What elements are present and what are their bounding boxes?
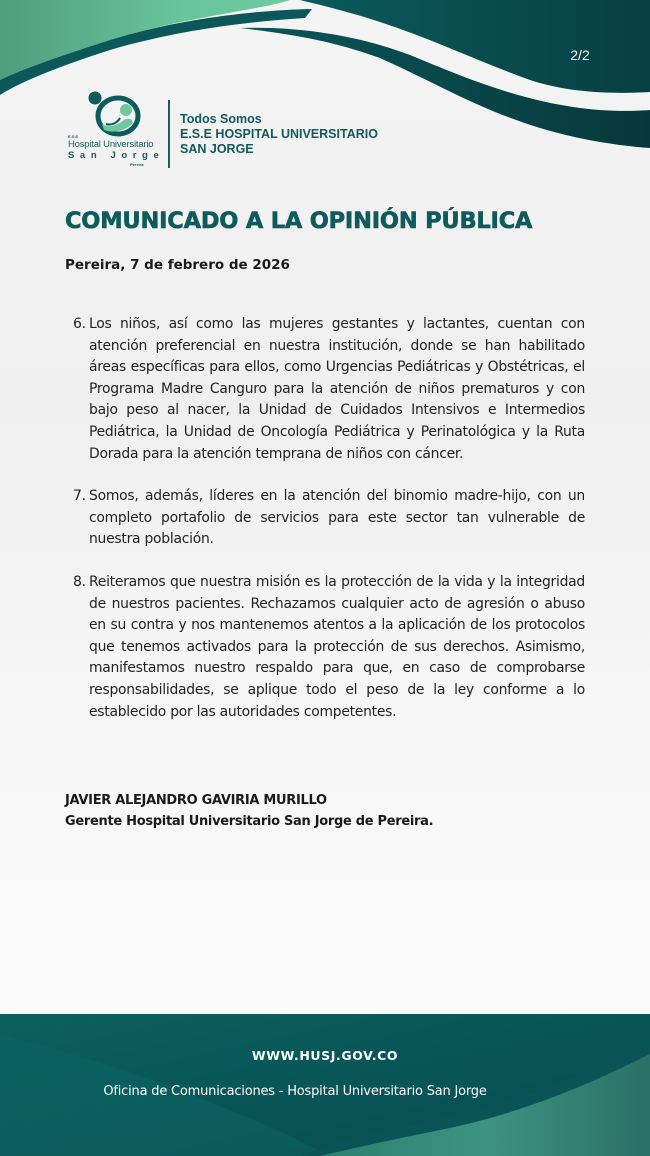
website-link[interactable]: WWW.HUSJ.GOV.CO xyxy=(251,1048,399,1063)
statement-list xyxy=(73,314,585,744)
dateline: Pereira, 7 de febrero de 2026 xyxy=(65,257,290,273)
page-number: 2/2 xyxy=(570,47,590,63)
item-number: 7. xyxy=(73,488,86,505)
logo-divider xyxy=(168,100,170,168)
logo-name-text: San Jorge xyxy=(68,150,165,161)
signatory-name: JAVIER ALEJANDRO GAVIRIA MURILLO xyxy=(65,793,327,808)
item-text: Somos, además, líderes en la atención del binomio madre-hijo, con un completo portafolio de servicios para este sector tan vulnerable de nuestra población. xyxy=(89,488,585,548)
brand-text xyxy=(180,112,378,157)
brand-line-3: SAN JORGE xyxy=(180,142,254,156)
logo-mother-child-icon xyxy=(86,90,146,140)
signature-block xyxy=(65,790,433,832)
office-text: Oficina de Comunicaciones - Hospital Universitario San Jorge xyxy=(103,1084,487,1099)
statement-item xyxy=(73,314,585,465)
footer xyxy=(0,1014,650,1156)
statement-item xyxy=(73,486,585,551)
logo-hospital-text: Hospital Universitario xyxy=(68,139,154,150)
brand-line-1: Todos Somos xyxy=(180,112,262,126)
logo-city-text: Pereira xyxy=(130,162,144,167)
statement-item xyxy=(73,572,585,723)
brand-line-2: E.S.E HOSPITAL UNIVERSITARIO xyxy=(180,127,378,141)
signatory-role: Gerente Hospital Universitario San Jorge de Pereira. xyxy=(65,814,434,829)
logo-ese-text: E.S.E xyxy=(68,134,79,139)
item-text: Los niños, así como las mujeres gestantes y lactantes, cuentan con atención preferencial en nuestra institución, donde se han habilitado áreas específicas para ellos, como Urgencias Pediátricas y Obstétricas, el Programa Madre Canguro para la atención de niños prematuros y con bajo peso al nacer, la Unidad de Cuidados Intensivos e Intermedios Pediátrica, la Unidad de Oncología Pediátrica y Perinatológica y la Ruta Dorada para la atención temprana de niños con cáncer. xyxy=(89,316,585,462)
item-number: 8. xyxy=(73,573,86,590)
document-title: COMUNICADO A LA OPINIÓN PÚBLICA xyxy=(65,208,533,234)
item-text: Reiteramos que nuestra misión es la protección de la vida y la integridad de nuestros pacientes. Rechazamos cualquier acto de agresión o abuso en su contra y nos mantenemos atentos a la aplicación de los protocolos que tenemos activados para la protección de sus derechos. Asimismo, manifestamos nuestro respaldo para que, en caso de comprobarse responsabilidades, se aplique todo el peso de la ley conforme a lo establecido por las autoridades competentes. xyxy=(89,573,585,720)
hospital-logo xyxy=(66,88,166,178)
item-number: 6. xyxy=(73,316,86,332)
